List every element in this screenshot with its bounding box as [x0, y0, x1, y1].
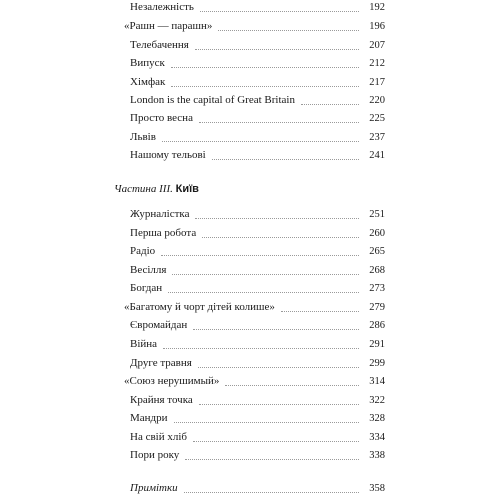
toc-entry-page: 207 [369, 40, 385, 51]
dot-leader [225, 384, 359, 386]
toc-entry-title: Журналістка [130, 208, 190, 220]
toc-entry-page: 291 [369, 339, 385, 350]
dot-leader [195, 48, 359, 50]
dot-leader [281, 310, 359, 312]
toc-entry[interactable] [130, 428, 385, 447]
toc-entry-page: 265 [369, 246, 385, 257]
toc-entry[interactable] [130, 36, 385, 55]
toc-entry-title: Хімфак [130, 76, 166, 88]
toc-entry-title: «Союз нерушимый» [124, 375, 220, 387]
dot-leader [171, 66, 359, 68]
toc-entry[interactable] [130, 316, 385, 335]
toc-entry-title: Пори року [130, 449, 180, 461]
dot-leader [301, 103, 359, 105]
toc-entry-title: «Рашн — парашн» [124, 20, 213, 32]
toc-entry-page: 192 [369, 2, 385, 13]
toc-entry-page: 225 [369, 113, 385, 124]
toc-entry-page: 286 [369, 320, 385, 331]
toc-entry[interactable] [130, 354, 385, 373]
toc-entry-title: Нашому тельові [130, 149, 206, 161]
dot-leader [199, 121, 359, 123]
dot-leader [193, 328, 359, 330]
toc-entry[interactable] [124, 298, 385, 317]
toc-entry-page: 237 [369, 132, 385, 143]
toc-entry[interactable] [130, 409, 385, 428]
toc-entry-title: Примітки [130, 482, 178, 494]
toc-entry[interactable] [130, 391, 385, 410]
toc-entry-page: 358 [369, 483, 385, 494]
toc-entry[interactable] [130, 224, 385, 243]
toc-entry-title: Незалежність [130, 1, 194, 13]
dot-leader [163, 347, 359, 349]
toc-entry-title: Просто весна [130, 112, 193, 124]
toc-entry[interactable] [130, 54, 385, 73]
toc-entry-title: Війна [130, 338, 158, 350]
dot-leader [171, 85, 359, 87]
toc-entry-page: 322 [369, 395, 385, 406]
dot-leader [198, 366, 359, 368]
part-heading [114, 180, 199, 199]
toc-entry-title: «Багатому й чорт дітей колише» [124, 301, 275, 313]
dot-leader [174, 421, 359, 423]
dot-leader [184, 491, 359, 493]
toc-entry-page: 279 [369, 302, 385, 313]
part-label: Частина III. [114, 183, 173, 195]
toc-entry-page: 217 [369, 77, 385, 88]
toc-entry[interactable] [130, 205, 385, 224]
toc-entry[interactable] [130, 0, 385, 17]
dot-leader [199, 403, 359, 405]
dot-leader [195, 217, 359, 219]
toc-entry-page: 220 [369, 95, 385, 106]
toc-entry-title: Друге травня [130, 357, 192, 369]
toc-entry[interactable] [130, 335, 385, 354]
toc-entry-page: 334 [369, 432, 385, 443]
toc-entry[interactable] [130, 109, 385, 128]
part-name: Київ [175, 183, 199, 195]
dot-leader [172, 273, 359, 275]
toc-entry-page: 314 [369, 376, 385, 387]
toc-entry-title: Телебачення [130, 39, 189, 51]
toc-entry-title: Крайня точка [130, 394, 193, 406]
toc-entry-title: Євромайдан [130, 319, 188, 331]
dot-leader [202, 236, 359, 238]
toc-entry-title: Перша робота [130, 227, 197, 239]
toc-entry[interactable] [130, 261, 385, 280]
toc-entry-page: 299 [369, 358, 385, 369]
dot-leader [218, 29, 359, 31]
toc-entry-page: 260 [369, 228, 385, 239]
toc-entry[interactable] [124, 372, 385, 391]
toc-entry[interactable] [130, 146, 385, 165]
toc-entry-page: 212 [369, 58, 385, 69]
toc-entry-title: На свій хліб [130, 431, 187, 443]
toc-entry-page: 251 [369, 209, 385, 220]
toc-entry-page: 196 [369, 21, 385, 32]
toc-entry-title: Радіо [130, 245, 156, 257]
toc-entry[interactable] [124, 17, 385, 36]
dot-leader [212, 158, 359, 160]
toc-entry-title: Весілля [130, 264, 167, 276]
toc-entry-title: Львів [130, 131, 156, 143]
toc-entry[interactable] [130, 91, 385, 110]
toc-entry-notes[interactable] [130, 479, 385, 498]
toc-entry-title: London is the capital of Great Britain [130, 94, 295, 106]
dot-leader [185, 458, 359, 460]
toc-entry-page: 241 [369, 150, 385, 161]
dot-leader [193, 440, 359, 442]
toc-entry-page: 328 [369, 413, 385, 424]
dot-leader [162, 140, 359, 142]
toc-entry[interactable] [130, 73, 385, 92]
toc-entry-page: 268 [369, 265, 385, 276]
toc-entry[interactable] [130, 446, 385, 465]
toc-entry-page: 273 [369, 283, 385, 294]
toc-entry[interactable] [130, 128, 385, 147]
dot-leader [200, 10, 359, 12]
toc-entry-page: 338 [369, 450, 385, 461]
toc-entry-title: Випуск [130, 57, 165, 69]
toc-entry[interactable] [130, 279, 385, 298]
toc-entry-title: Богдан [130, 282, 163, 294]
toc-entry[interactable] [130, 242, 385, 261]
dot-leader [161, 254, 359, 256]
dot-leader [168, 291, 359, 293]
toc-entry-title: Мандри [130, 412, 168, 424]
